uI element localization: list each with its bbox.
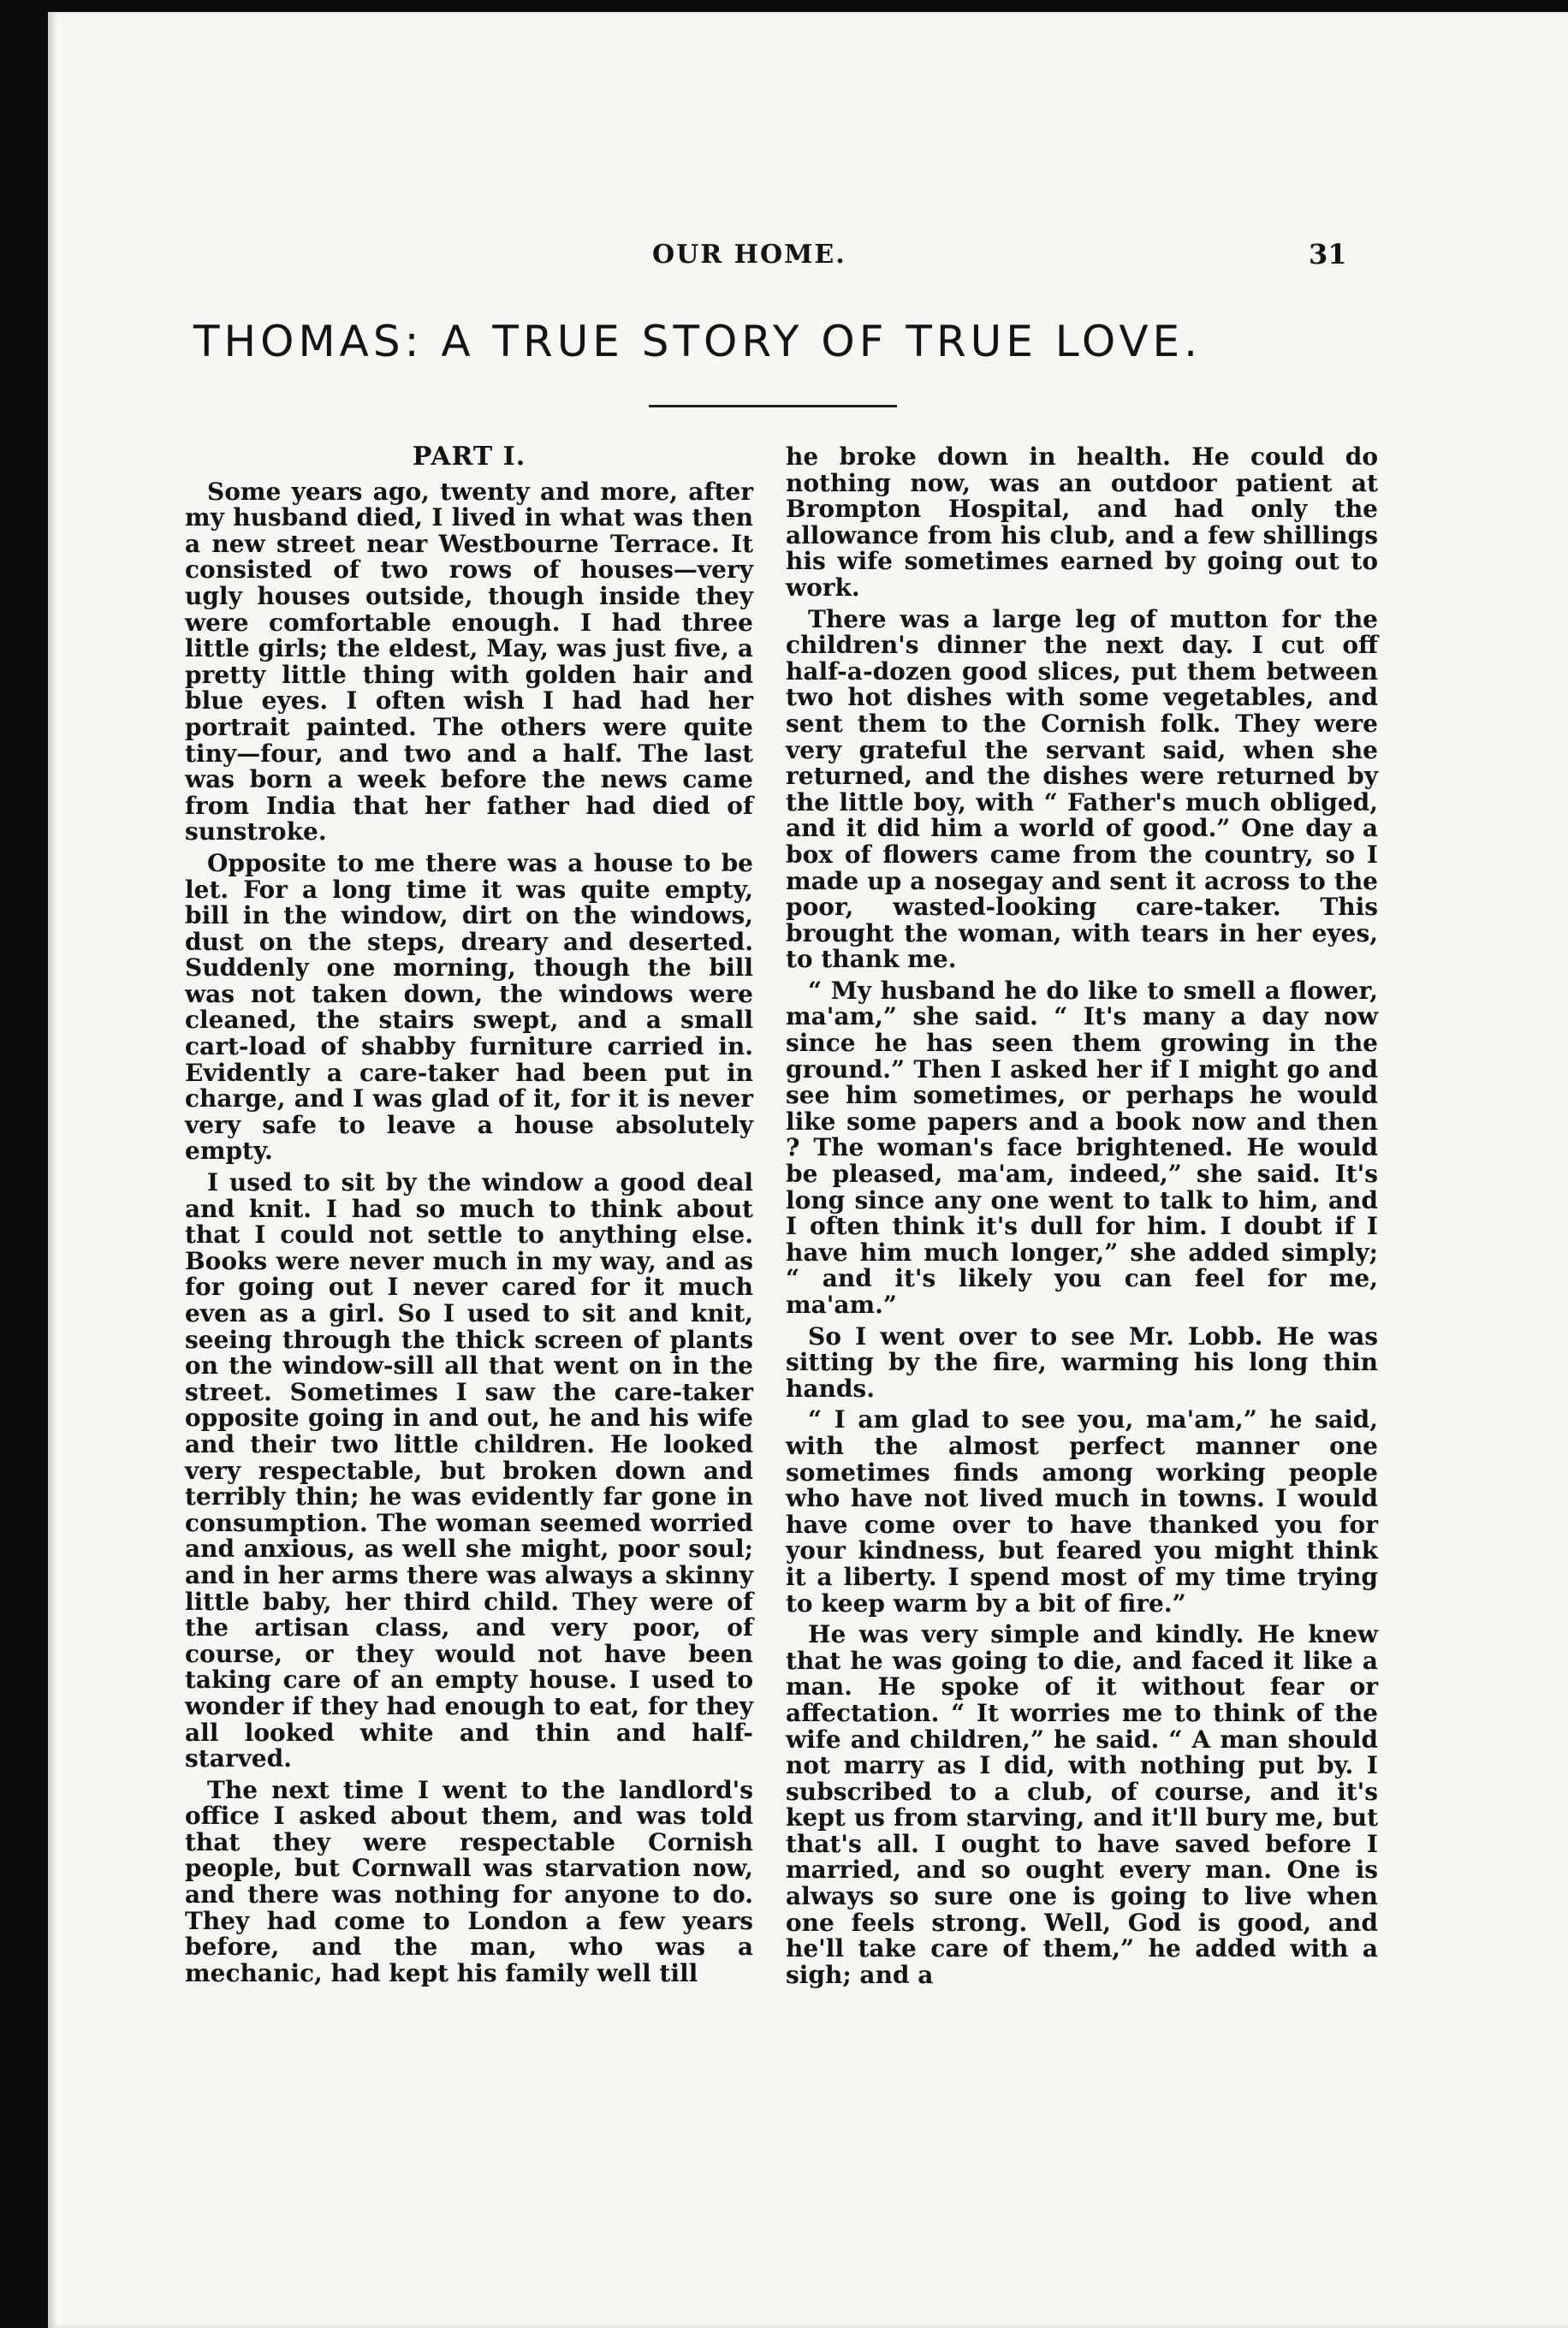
paragraph: He was very simple and kindly. He knew that he was going to die, and faced it like a man. He spoke of it without fear or affectation. “ It worries me to think of the wife and children,” he said. “ A man should not marry as I did, with nothing put by. I subscribed to a club, of course, and it's kept us from starving, and it'll bury me, but that's all. I ought to have saved before I married, and so ought every man. One is always so sure one is going to live when one feels strong. Well, God is good, and he'll take care of them,” he added with a sigh; and a — [786, 1620, 1378, 1989]
paragraph: “ I am glad to see you, ma'am,” he said, with the almost perfect manner one sometimes finds among working people who have not lived much in towns. I would have come over to have thanked you for your kindness, but feared you might think it a liberty. I spend most of my time trying to keep warm by a bit of fire.” — [786, 1405, 1378, 1618]
paragraph: I used to sit by the window a good deal and knit. I had so much to think about that I could not settle to anything else. Books were never much in my way, and as for going out I never cared for it much even as a girl. So I used to sit and knit, seeing through the thick screen of plants on the window-sill all that went on in the street. Sometimes I saw the care-taker opposite going in and out, he and his wife and their two little children. He looked very respectable, but broken down and terribly thin; he was evidently far gone in consumption. The woman seemed worried and anxious, as well she might, poor soul; and in her arms there was always a skinny little baby, her third child. They were of the artisan class, and very poor, of course, or they would not have been taking care of an empty house. I used to wonder if they had enough to eat, for they all looked white and thin and half-starved. — [185, 1168, 753, 1773]
title-divider — [649, 405, 897, 407]
page-number: 31 — [1309, 238, 1347, 270]
paragraph: Opposite to me there was a house to be let. For a long time it was quite empty, bill in the window, dirt on the windows, dust on the steps, dreary and deserted. Suddenly one morning, though the bill was not taken down, the windows were cleaned, the stairs swept, and a small cart-load of shabby furniture carried in. Evidently a care-taker had been put in charge, and I was glad of it, for it is never very safe to leave a house absolutely empty. — [185, 848, 753, 1166]
article-title: THOMAS: A TRUE STORY OF TRUE LOVE. — [193, 317, 1203, 366]
running-head: OUR HOME. — [652, 240, 846, 270]
paragraph: There was a large leg of mutton for the children's dinner the next day. I cut off half-a-dozen good slices, put them between two hot dishes with some vegetables, and sent them to the Cornish folk. They were very grateful the servant said, when she returned, and the dishes were returned by the little boy, with “ Father's much obliged, and it did him a world of good.” One day a box of flowers came from the country, so I made up a nosegay and sent it across to the poor, wasted-looking care-taker. This brought the woman, with tears in her eyes, to thank me. — [786, 604, 1378, 974]
part-heading: PART I. — [412, 442, 526, 472]
book-page — [48, 12, 1568, 2328]
paragraph: The next time I went to the landlord's office I asked about them, and was told that they were respectable Cornish people, but Cornwall was starvation now, and there was nothing for anyone to do. They had come to London a few years before, and the man, who was a mechanic, had kept his family well till — [185, 1775, 753, 1987]
paragraph-continued: he broke down in health. He could do nothing now, was an outdoor patient at Brompton Hospital, and had only the allowance from his club, and a few shillings his wife sometimes earned by going out to work. — [786, 442, 1378, 602]
left-column — [185, 444, 753, 1992]
paragraph: Some years ago, twenty and more, after my husband died, I lived in what was then a new street near Westbourne Terrace. It consisted of two rows of houses—very ugly houses outside, though inside they were comfortable enough. I had three little girls; the eldest, May, was just five, a pretty little thing with golden hair and blue eyes. I often wish I had had her portrait painted. The others were quite tiny—four, and two and a half. The last was born a week before the news came from India that her father had died of sunstroke. — [185, 477, 753, 846]
right-column — [786, 444, 1378, 1993]
paragraph: “ My husband he do like to smell a flower, ma'am,” she said. “ It's many a day now since he has seen them growing in the ground.” Then I asked her if I might go and see him sometimes, or perhaps he would like some papers and a book now and then ? The woman's face brightened. He would be pleased, ma'am, indeed,” she said. It's long since any one went to talk to him, and I often think it's dull for him. I doubt if I have him much longer,” she added simply; “ and it's likely you can feel for me, ma'am.” — [786, 976, 1378, 1319]
paragraph: So I went over to see Mr. Lobb. He was sitting by the fire, warming his long thin hands. — [786, 1321, 1378, 1403]
